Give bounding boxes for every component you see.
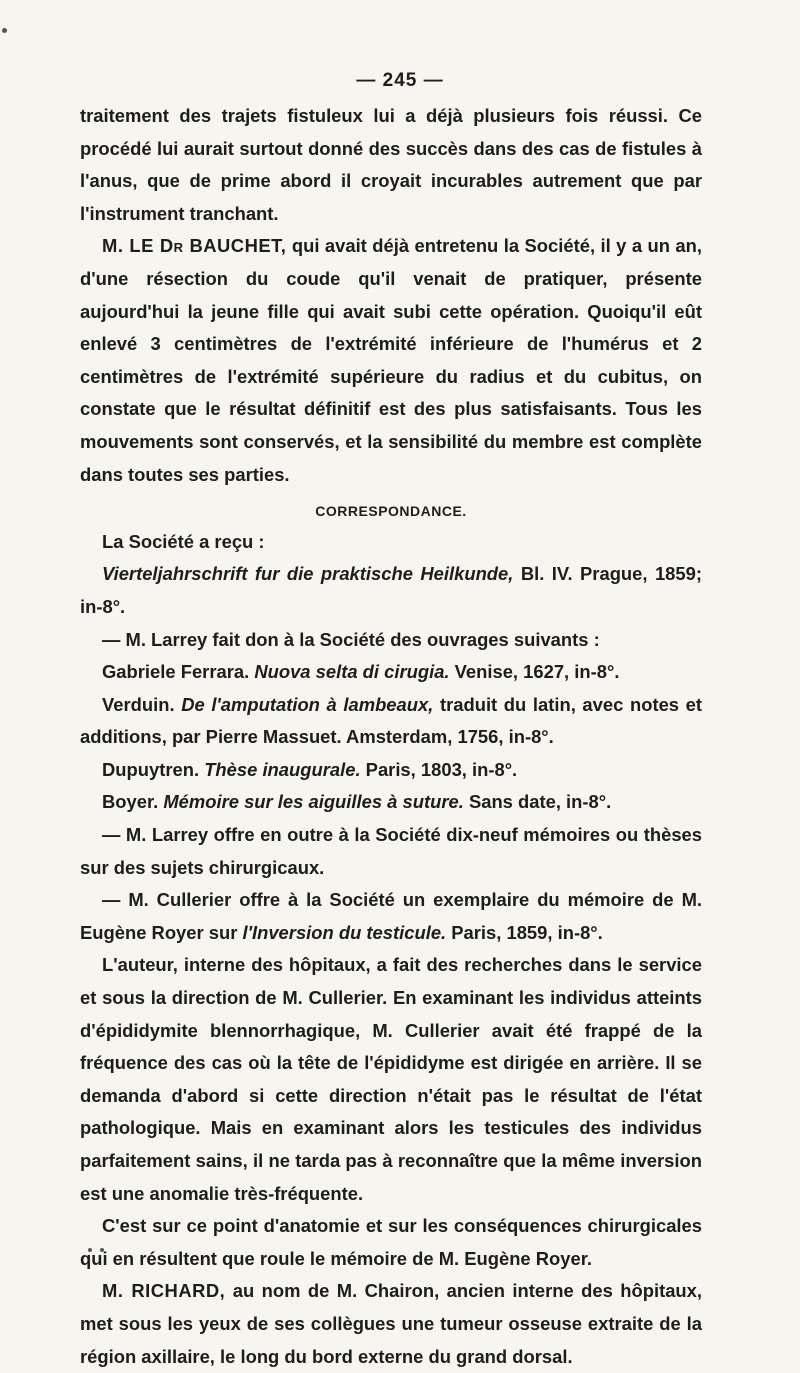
paragraph-journal (80, 558, 702, 623)
book-entry (80, 689, 702, 754)
book-title: De l'amputation à lambeaux, (181, 693, 434, 715)
speck-mark (2, 28, 7, 33)
paragraph-larrey-gift: — M. Larrey fait don à la Société des ouvrages suivants : (102, 628, 600, 650)
book-author: Gabriele Ferrara. (102, 661, 255, 683)
book-title: Mémoire sur les aiguilles à suture. (163, 791, 464, 813)
book-details: Sans date, in-8°. (463, 791, 612, 813)
journal-details: Bl. IV. Prague, 1859; in-8°. (80, 563, 702, 617)
paragraph-text: — M. Cullerier offre à la Société un exemplaire du mémoire de M. Eugène Royer sur (80, 889, 702, 943)
book-author: Verduin. (102, 693, 182, 715)
paragraph-text: au nom de M. Chairon, ancien interne des hôpitaux, met sous les yeux de ses collègues une tumeur osseuse extraite de la région axillaire, le long du bord externe du grand dorsal. (80, 1280, 702, 1367)
memoir-title: l'Inversion du testicule. (242, 921, 447, 943)
memoir-details: Paris, 1859, in-8°. (446, 921, 603, 943)
book-details: Paris, 1803, in-8°. (360, 758, 518, 780)
section-heading: CORRESPONDANCE. (315, 503, 467, 520)
book-title: Thèse inaugurale. (204, 758, 361, 780)
paragraph-author-research: L'auteur, interne des hôpitaux, a fait des recherches dans le service et sous la direction de M. Cullerier. En examinant les individus atteints d'épididymite blennorrhagique, M. Cullerier avait été frappé de la fréquence des cas où la tête de l'épididyme est dirigée en arrière. Il se demanda d'abord si cette direction n'était pas le résultat de l'état pathologique. Mais en examinant alors les testicules des individus parfaitement sains, il ne tarda pas à reconnaître que la même inversion est une anomalie très-fréquente. (80, 954, 702, 1204)
body-text (80, 100, 702, 1373)
page-number: — 245 — (356, 70, 444, 91)
book-entry (80, 786, 702, 819)
paragraph-richard (80, 1275, 702, 1373)
speaker-name: M. LE Dr BAUCHET, (102, 235, 287, 257)
book-author: Dupuytren. (102, 758, 205, 780)
book-details: traduit du latin, avec notes et additions, par Pierre Massuet. Amsterdam, 1756, in-8°. (80, 693, 702, 748)
speaker-name: M. RICHARD, (102, 1280, 226, 1302)
paragraph-continued: traitement des trajets fistuleux lui a déjà plusieurs fois réussi. Ce procédé lui aurait surtout donné des succès dans des cas de fistules à l'anus, que de prime abord il croyait incurables autrement que par l'instrument tranchant. (80, 105, 702, 224)
book-title: Nuova selta di cirugia. (254, 661, 450, 683)
book-author: Boyer. (102, 791, 164, 813)
paragraph-text: qui avait déjà entretenu la Société, il y a un an, d'une résection du coude qu'il venait de pratiquer, présente aujourd'hui la jeune fille qui avait subi cette opération. Quoiqu'il eût enlevé 3 centimètres de l'extrémité inférieure de l'humérus et 2 centimètres de l'extrémité supérieure du radius et du cubitus, on constate que le résultat définitif est des plus satisfaisants. Tous les mouvements sont conservés, et la sensibilité du membre est complète dans toutes ses parties. (80, 235, 702, 485)
paragraph-larrey-theses: — M. Larrey offre en outre à la Société dix-neuf mémoires ou thèses sur des sujets chirurgicaux. (80, 824, 702, 878)
paragraph-anatomy: C'est sur ce point d'anatomie et sur les conséquences chirurgicales qui en résultent que roule le mémoire de M. Eugène Royer. (80, 1215, 702, 1269)
paragraph-bauchet (80, 230, 702, 491)
book-entry (80, 754, 702, 787)
book-details: Venise, 1627, in-8°. (449, 661, 620, 683)
journal-title: Vierteljahrschrift fur die praktische Heilkunde, (102, 563, 514, 585)
book-entry (80, 656, 702, 689)
paragraph-received: La Société a reçu : (102, 530, 265, 552)
paragraph-cullerier (80, 884, 702, 949)
